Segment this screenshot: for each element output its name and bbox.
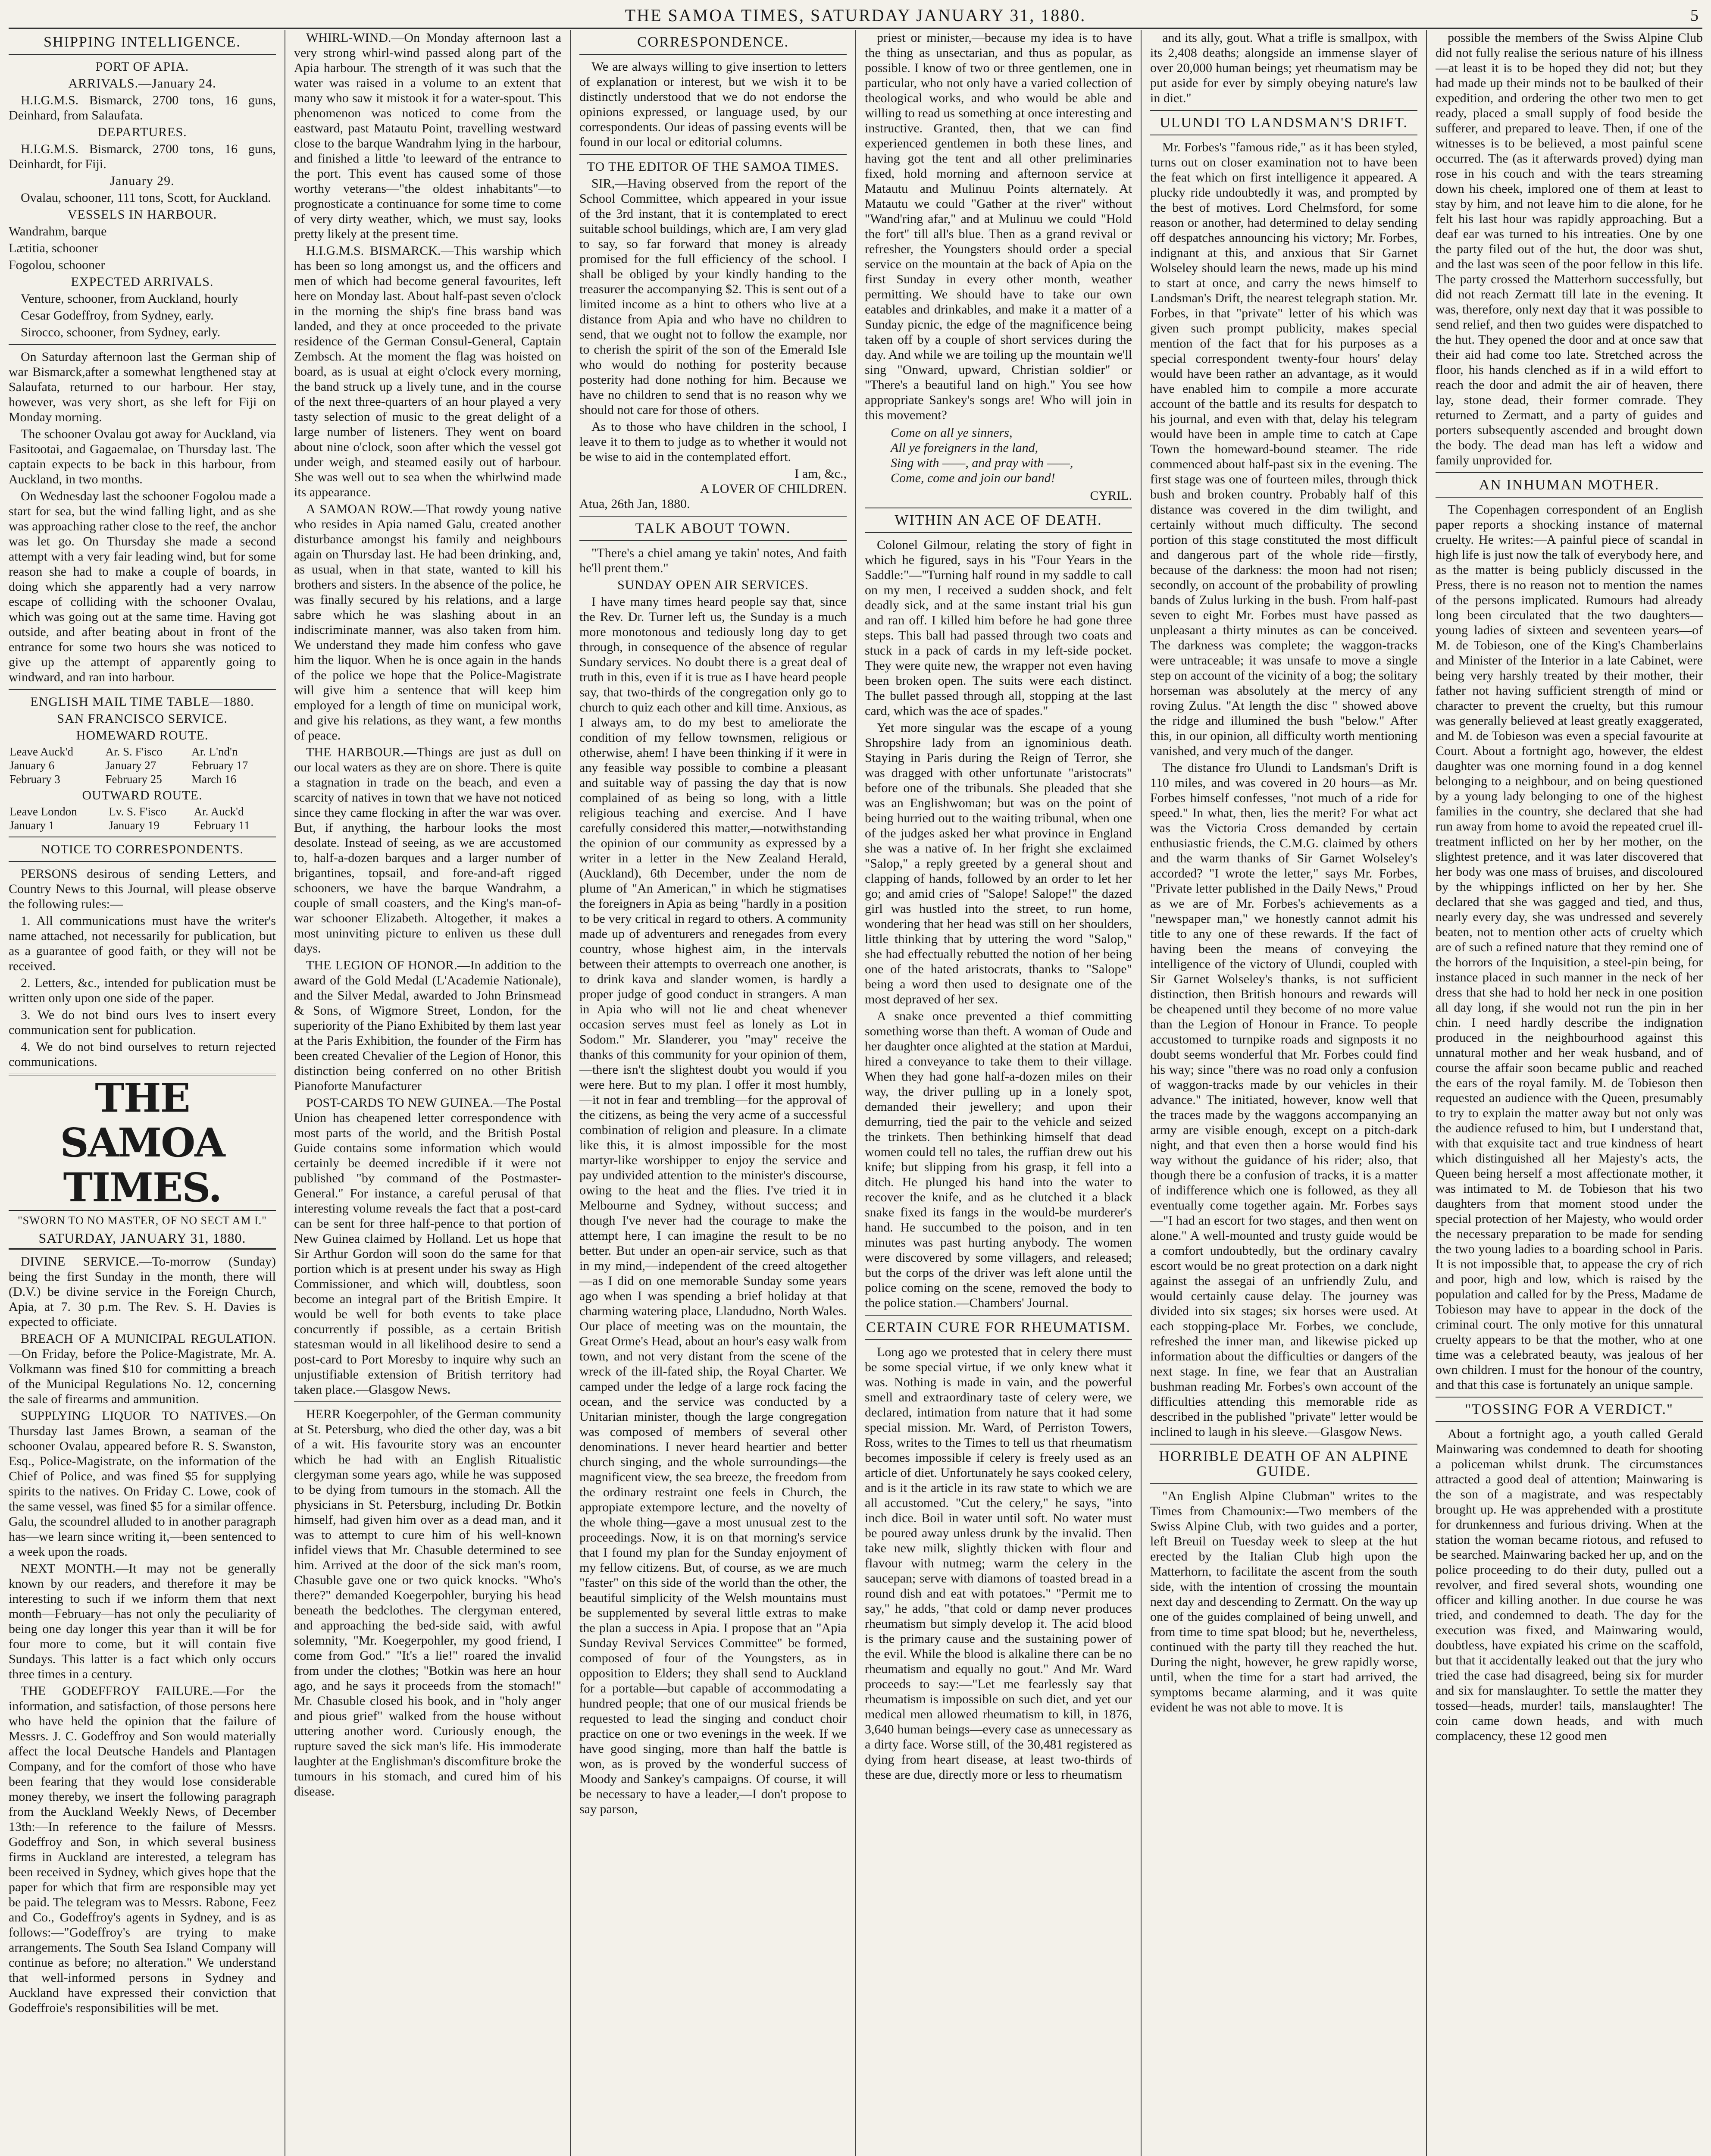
paragraph: The Copenhagen correspondent of an English paper reports a shocking instance of maternal cruelty. He writes:—A painful piece of scandal in high life is just now the talk of everybody here, and as the matter is being publicly discussed in the Press, there is no reason not to mention the names of the persons implicated. Rumours had already long been circulated that the two daughters—young ladies of sixteen and seventeen years—of M. de Tobieson, one of the King's Chamberlains and Minister of the Interior in a late Cabinet, were being very harshly treated by their mother, their father not having sufficient strength of mind or character to prevent the cruelty, but this rumour was generally believed at least greatly exaggerated, and M. de Tobieson was even a special favourite at Court. About a fortnight ago, however, the eldest daughter was one morning found in a dog kennel belonging to a neighbour, and on being questioned by a young lady belonging to one of the highest families in the country, she declared that she had run away from home to avoid the repeated cruel ill-treatment inflicted on her by her mother, on the slightest pretence, and it was later discovered that her body was one mass of bruises, and discoloured by the whippings inflicted on her by her. She declared that she was gagged and tied, and thus, nearly every day, she was undressed and severely beaten, not to mention other acts of cruelty which are of such a refined nature that they remind one of the horrors of the Inquisition, a steel-pin being, for instance placed in such manner in the neck of her dress that she had to hold her neck in one position all day long, if she would not run the pin in her chin. I need hardly describe the indignation produced in the neighbourhood against this unnatural mother and her weak husband, and of course the affair soon became public and reached the ears of the royal family. M. de Tobieson then requested an audience with the Queen, presumably to try to explain the matter away but not only was the audience refused to him, but I understand that, with that exquisite tact and true kindness of heart which distinguished all her Majesty's acts, the Queen being herself a most affectionate mother, it was intimated to M. de Tobieson that his two daughters from that moment stood under the special protection of her Majesty, who would order the necessary preparation to be made for sending the two young ladies to a boarding school in Paris. It is not impossible that, to appease the cry of rich and poor, high and low, which is raised by the population and called for by the Press, Madame de Tobieson may have to appear in the dock of the criminal court. The only motive for this unnatural cruelty appears to be that the mother, who at one time was a celebrated beauty, was jealous of her own children. I must for the honour of the country, and that this case is fortunately an unique sample. xyxy=(1436,502,1703,1392)
divider xyxy=(1150,1483,1417,1484)
divider xyxy=(1436,1397,1703,1398)
paragraph: Long ago we protested that in celery there must be some special virtue, if we only knew what it was. Nothing is made in vain, and the powerful smell and extraordinary taste of celery were, we declared, intimation from nature that it had some special mission. Mr. Ward, of Perriston Towers, Ross, writes to the Times to tell us that rheumatism becomes impossible if celery is freely used as an article of diet. Unfortunately he says cooked celery, and is it the article in its raw state to which we are all accustomed. "Cut the celery," he says, "into inch dice. Boil in water until soft. No water must be poured away unless drunk by the invalid. Then take new milk, slightly thicken with flour and flavour with nutmeg; warm the celery in the saucepan; serve with diamons of toasted bread in a round dish and eat with potatoes." "Permit me to say," he adds, "that cold or damp never produces rheumatism but simply develop it. The acid blood is the primary cause and the sustaining power of the evil. While the blood is alkaline there can be no rheumatism and equally no gout." And Mr. Ward proceeds to say:—"Let me fearlessly say that rheumatism is impossible on such diet, and yet our medical men allowed rheumatism to kill, in 1876, 3,640 human beings—every case as unnecessary as a dirty face. Worse still, of the 30,481 registered as dying from heart disease, at least two-thirds of these are due, directly more or less to rheumatism xyxy=(865,1345,1132,1782)
signature-line: A LOVER OF CHILDREN. xyxy=(700,482,847,496)
section-heading: TALK ABOUT TOWN. xyxy=(635,520,791,536)
column-rule xyxy=(1426,30,1427,2156)
divider xyxy=(579,154,847,155)
paragraph: The schooner Ovalau got away for Auckland, via Fasitootai, and Gagaemalae, on Thursday last. The captain expects to be back in this harbour, from Auckland, in two months. xyxy=(9,427,276,486)
list-line: Fogolou, schooner xyxy=(9,258,105,272)
timetable-row xyxy=(9,772,276,786)
divider xyxy=(865,1315,1132,1316)
verse xyxy=(891,425,1132,486)
timetable-cell: January 1 xyxy=(9,819,55,832)
paragraph: SUPPLYING LIQUOR TO NATIVES.—On Thursday last James Brown, a seaman of the schooner Ovalau, appeared before R. S. Swanston, Esq., Police-Magistrate, on the information of the Chief of Police, and was fined $5 for supplying spirits to the natives. On Friday C. Lowe, cook of the same vessel, was fined $5 for a similar offence. Galu, the scoundrel alluded to in another paragraph has—we learn since writing it,—been sentenced to a week upon the roads. xyxy=(9,1409,276,1559)
timetable-cell: Leave Auck'd xyxy=(9,745,74,758)
paragraph: Colonel Gilmour, relating the story of fight in which he figured, says in his "Four Years in the Saddle:"—"Turning half round in my saddle to call on my men, I received a sudden shock, and felt deadly sick, and at the same instant trial his gun and ran off. I killed him before he had gone three steps. This ball had passed through two coats and stuck in a pack of cards in my left-side pocket. They were quite new, the wrapper not even having been broken open. The suits were each distinct. The bullet passed through all, stopping at the last card, which was the ace of spades." xyxy=(865,538,1132,718)
divider xyxy=(579,54,847,55)
divider xyxy=(865,1339,1132,1340)
timetable-cell: Leave London xyxy=(9,805,77,818)
subheading: VESSELS IN HARBOUR. xyxy=(67,207,217,222)
paragraph: A snake once prevented a thief committing something worse than theft. A woman of Oude and her daughter once alighted at the station at Mardui, hired a conveyance to take them to their village. When they had gone half-a-dozen miles on their way, the driver pulling up in a lonely spot, demanded their jewellery; and upon their demurring, tied the pair to the vehicle and seized the trinkets. Then bethinking himself that dead women could tell no tales, the ruffian drew out his knife; but slipping from his grasp, it fell into a ditch. He plunged his hand into the water to recover the knife, and as he clutched it a black snake fixed its fangs in the would-be murderer's hand. He succumbed to the poison, and in ten minutes was past hurting anybody. The women were discovered by some villagers, and released; but the corps of the driver was left alone until the police coming on the scene, removed the body to the police station.—Chambers' Journal. xyxy=(865,1009,1132,1310)
paragraph: 1. All communications must have the writer's name attached, not necessarily for publication, but as a guarantee of good faith, or they will not be received. xyxy=(9,914,276,973)
divider xyxy=(294,1401,561,1402)
paragraph: THE LEGION OF HONOR.—In addition to the award of the Gold Medal (L'Academie Nationale), and the Silver Medal, awarded to John Brinsmead & Sons, of Wigmore Street, London, for the superiority of the Piano Exhibited by them last year at the Paris Exhibition, the founder of the Firm has been created Chevalier of the Legion of Honor, this distinction being conferred on no other British Pianoforte Manufacturer xyxy=(294,958,561,1093)
divider xyxy=(9,861,276,862)
divider xyxy=(1436,472,1703,473)
timetable-cell: Lv. S. F'isco xyxy=(109,805,166,818)
paragraph: priest or minister,—because my idea is to have the thing as unsectarian, and thus as popular, as possible. I know of two or three gentlemen, one in particular, who not only have a varied collection of theological works, and who would be able and willing to read us something at once interesting and instructive. Granted, then, that we can find experienced gentlemen in both these lines, and having got the tent and all other preliminaries fixed, hold morning and afternoon service at Matautu and Mulinuu Points alternately. At Matautu we could "Gather at the river" without "Wand'ring afar," and at Mulinuu we could "Hold the fort" till all's blue. Then as a grand revival or refresher, the Youngsters should order a special service on the mountain at the back of Apia on the first Sunday in every other month, weather permitting. We should have to take our own eatables and drinkables, and make it a matter of a Sunday picnic, the edge of the magnificence being taken off by a couple of short services during the day. And while we are toiling up the mountain we'll sing "Onward, upward, Christian soldier" or "There's a beautiful land on high." You see how appropriate Sankey's songs are! Who will join in this movement? xyxy=(865,31,1132,422)
divider xyxy=(1150,110,1417,111)
subheading: SAN FRANCISCO SERVICE. xyxy=(57,711,228,726)
paragraph: Cesar Godeffroy, from Sydney, early. xyxy=(21,308,214,323)
page-number: 5 xyxy=(1690,6,1700,25)
column-6 xyxy=(1436,30,1703,2156)
paragraph: As to those who have children in the school, I leave it to them to judge as to whether it would not be wise to aid in the contemplated effort. xyxy=(579,420,847,464)
timetable-cell: January 6 xyxy=(9,759,55,772)
subheading: TO THE EDITOR OF THE SAMOA TIMES. xyxy=(587,160,839,174)
subheading: HOMEWARD ROUTE. xyxy=(76,728,209,743)
signature-line: CYRIL. xyxy=(1090,489,1132,503)
paragraph: PERSONS desirous of sending Letters, and Country News to this Journal, will please observe the following rules:— xyxy=(9,867,276,911)
divider xyxy=(865,532,1132,533)
paragraph: BREACH OF A MUNICIPAL REGULATION. —On Friday, before the Police-Magistrate, Mr. A. Volkmann was fined $10 for committing a breach of the Municipal Regulations No. 12, concerning the sale of firearms and ammunition. xyxy=(9,1332,276,1406)
section-heading: ULUNDI TO LANDSMAN'S DRIFT. xyxy=(1160,115,1408,131)
verse-line: Come on all ye sinners, xyxy=(891,426,1013,440)
paragraph: A SAMOAN ROW.—That rowdy young native who resides in Apia named Galu, created another disturbance amongst his family and neighbours again on Thursday last. He had been drinking, and, as usual, when in that state, wanted to kill his brothers and sisters. In the absence of the police, he was finally secured by his relations, and a large sabre which he was slashing about in an indiscriminate manner, was also taken from him. We understand they made him confess who gave him the liquor. When he is once again in the hands of the police we hope that the Police-Magistrate will give him a sentence that will keep him employed for a length of time on municipal work, and give his relations, as they want, a few months of peace. xyxy=(294,502,561,743)
paragraph: THE GODEFFROY FAILURE.—For the information, and satisfaction, of those persons here who have held the opinion that the failure of Messrs. J. C. Godeffroy and Son would materially affect the local Deutsche Handels and Plantagen Company, and for the comfort of those who have been fearing that they would lose considerable money thereby, we insert the following paragraph from the Auckland Weekly News, of December 13th:—In reference to the failure of Messrs. Godeffroy and Son, in which several business firms in Auckland are interested, a telegram has been received in Sydney, which gives hope that the paper for which that firm are responsible may yet be paid. The telegram was to Messrs. Rabone, Feez and Co., Godeffroy's agents in Sydney, and is as follows:—"Godeffroy's are trying to make arrangements. The South Sea Island Company will continue as before; no alteration." We understand that well-informed persons in Sydney and Auckland have expressed their conviction that Godeffroie's responsibilities will be met. xyxy=(9,1684,276,2015)
paragraph: "An English Alpine Clubman" writes to the Times from Chamounix:—Two members of the Swiss Alpine Club, with two guides and a porter, left Breuil on Tuesday week to sleep at the hut erected by the Italian Club high upon the Matterhorn, to facilitate the ascent from the south side, with the intention of crossing the mountain next day and descending to Zermatt. On the way up one of the guides complained of being unwell, and from time to time spat blood; but he, nevertheless, continued with the party till they reached the hut. During the night, however, he grew rapidly worse, until, when the time for a start had arrived, the symptoms became alarming, and it was quite evident he was not able to move. It is xyxy=(1150,1489,1417,1714)
divider xyxy=(1436,1421,1703,1422)
paragraph: "There's a chiel amang ye takin' notes, And faith he'll prent them." xyxy=(579,546,847,575)
paragraph: About a fortnight ago, a youth called Gerald Mainwaring was condemned to death for shooting a policeman whilst drunk. The circumstances attracted a good deal of attention; Mainwaring is the son of a magistrate, and was respectably brought up. He was apprehended with a prostitute for drunkenness and furious driving. When at the station the woman became riotous, and refused to be searched. Mainwaring backed her up, and on the police proceeding to do their duty, pulled out a revolver, and fired several shots, wounding one officer and killing another. In due course he was tried, and condemned to death. The day for the execution was fixed, and Mainwaring would, doubtless, have expiated his crime on the scaffold, but that it accidentally leaked out that the jury who tried the case had disagreed, being six for murder and six for manslaughter. To settle the matter they tossed—heads, murder! tails, manslaughter! The coin came down heads, and with much complacency, these 12 good men xyxy=(1436,1427,1703,1743)
column-5 xyxy=(1150,30,1417,2156)
timetable-row xyxy=(9,805,276,818)
paragraph: 2. Letters, &c., intended for publication must be written only upon one side of the paper. xyxy=(9,976,276,1005)
signature-line: I am, &c., xyxy=(795,467,847,481)
masthead-title: THE SAMOA TIMES. xyxy=(9,1074,276,1211)
paragraph: On Saturday afternoon last the German ship of war Bismarck,after a somewhat lengthened stay at Salaufata, returned to our harbour. Her stay, however, was very short, as she left for Fiji on Monday morning. xyxy=(9,350,276,424)
paragraph: DIVINE SERVICE.—To-morrow (Sunday) being the first Sunday in the month, there will (D.V.) be divine service in the Foreign Church, Apia, at 7. 30 p.m. The Rev. S. H. Davies is expected to officiate. xyxy=(9,1254,276,1329)
divider xyxy=(9,344,276,345)
mail-timetable xyxy=(9,805,276,832)
running-head-text: THE SAMOA TIMES, SATURDAY JANUARY 31, 1880. xyxy=(625,6,1086,25)
timetable-cell: February 25 xyxy=(105,773,162,786)
paragraph: Ovalau, schooner, 111 tons, Scott, for Auckland. xyxy=(21,191,271,205)
column-3 xyxy=(579,30,847,2156)
paragraph: Yet more singular was the escape of a young Shropshire lady from an ignominious death. Staying in Paris during the Reign of Terror, she was dragged with other unfortunate "aristocrats" before one of the tribunals. She pleaded that she was an Englishwoman; but was on the point of being hurried out to the waiting tribunal, when one of the judges asked her what province in England she was a native of. In her fright she exclaimed "Salop," a reply greeted by a general shout and clapping of hands, followed by an order to let her go; and amid cries of "Salope! Salope!" the dazed girl was hustled into the street, to run home, wondering that her head was still on her shoulders, little thinking that by uttering the word "Salop," she had effectually rebutted the notion of her being one of the hated aristocrats, thanks to "Salope" being a word then used to designate one of the most depraved of her sex. xyxy=(865,721,1132,1006)
paragraph: H.I.G.M.S. Bismarck, 2700 tons, 16 guns, Deinhardt, for Fiji. xyxy=(9,142,276,171)
column-4 xyxy=(865,30,1132,2156)
section-heading: CERTAIN CURE FOR RHEUMATISM. xyxy=(866,1319,1131,1335)
paragraph: POST-CARDS TO NEW GUINEA.—The Postal Union has cheapened letter correspondence with most parts of the world, and the British Postal Guide contains some information which would certainly be deemed incredible if it were not published "by command of the Postmaster-General." For instance, a careful perusal of that interesting volume reveals the fact that a post-card can be sent for three half-pence to that portion of New Guinea claimed by Holland. Let us hope that Sir Arthur Gordon will soon do the same for that portion which is at present under his sway as High Commissioner, and which will, doubtless, soon become an integral part of the British Empire. It would be well for both events to take place concurrently if possible, as a certain British statesman would in all likelihood desire to send a post-card to Port Moresby to inquire why such an unjustifiable extension of British territory had taken place.—Glasgow News. xyxy=(294,1096,561,1397)
paragraph: On Wednesday last the schooner Fogolou made a start for sea, but the wind falling light, and as she was approaching rather close to the reef, the anchor was let go. On Thursday she made a second attempt with a very fair leading wind, but for some reason she had to make a couple of boards, in doing which she apparently had a very narrow escape of colliding with the schooner Ovalau, which was going out at the same time. Having got outside, and after beating about in front of the entrance for some two hours she was noticed to give up the attempt of apparently going to windward, and ran into harbour. xyxy=(9,489,276,684)
timetable-cell: February 11 xyxy=(194,819,250,832)
paragraph: H.I.G.M.S. BISMARCK.—This warship which has been so long amongst us, and the officers and men of which had become general favourites, left here on Monday last. About half-past seven o'clock in the morning the ship's fine brass band was landed, and they at once proceeded to the private residence of the German Consul-General, Captain Zembsch. At the moment the flag was hoisted on board, as is usual at eight o'clock every morning, the band struck up a lively tune, and in the course of the next three-quarters of an hour played a very tasty selection of music to the great delight of a large number of listeners. They went on board about nine o'clock, soon after which the vessel got under weigh, and steamed easily out of harbour. She was well out to sea when the whirlwind made its appearance. xyxy=(294,244,561,499)
subheading: PORT OF APIA. xyxy=(95,60,189,74)
subheading: ARRIVALS.—January 24. xyxy=(68,76,216,91)
masthead-date: SATURDAY, JANUARY 31, 1880. xyxy=(9,1231,276,1250)
timetable-cell: February 3 xyxy=(9,773,60,786)
paragraph: and its ally, gout. What a trifle is smallpox, with its 2,408 deaths; alongside an immense slayer of over 20,000 human beings; yet rheumatism may be put aside for ever by simply obeying nature's law in diet." xyxy=(1150,31,1417,105)
subheading: NOTICE TO CORRESPONDENTS. xyxy=(41,842,244,856)
timetable-row xyxy=(9,745,276,758)
paragraph: We are always willing to give insertion to letters of explanation or interest, but we wish it to be distinctly understood that we do not endorse the opinions expressed, or language used, by our correspondents. Our ideas of passing events will be found in our local or editorial columns. xyxy=(579,60,847,149)
paragraph: THE HARBOUR.—Things are just as dull on our local waters as they are on shore. There is quite a stagnation in trade on the beach, and even a scarcity of natives in town that we have not noticed since they came flocking in after the war was over. But, if anything, the harbour looks the most desolate. Instead of seeing, as we are accustomed to, half-a-dozen barques and a larger number of brigantines, topsail, and fore-and-aft rigged schooners, we have the barque Wandrahm, a couple of small coasters, and the King's man-of-war schooner Elizabeth. Altogether, it makes a most uninviting picture to enliven us these dull days. xyxy=(294,745,561,956)
mail-timetable xyxy=(9,745,276,786)
paragraph: Sirocco, schooner, from Sydney, early. xyxy=(21,325,221,339)
column-1 xyxy=(9,30,276,2156)
divider xyxy=(9,54,276,55)
verse-line: Sing with ——, and pray with ——, xyxy=(891,456,1073,470)
paragraph: possible the members of the Swiss Alpine Club did not fully realise the serious nature of his illness—at least it is to be hoped they did not; but they had made up their minds not to be baulked of their expedition, and ordering the other two men to get ready, placed a small supply of food beside the sufferer, and prepared to leave. Then, if one of the witnesses is to be believed, a most painful scene occurred. The (as it afterwards proved) dying man rose in his couch and with the tears streaming down his cheek, implored one of them at least to stay by him, and not leave him to die alone, for he felt his last hour was rapidly approaching. But a deaf ear was turned to his intreaties. One by one the party filed out of the hut, the door was shut, and the last was seen of the poor fellow in this life. The party crossed the Matterhorn successfully, but did not reach Zermatt till late in the evening. It was, therefore, only next day that it was possible to send relief, and then two guides were dispatched to the hut. They opened the door and at once saw that their aid had come too late. Stretched across the floor, his hands clenched as if in a wild effort to reach the door and admit the air of heaven, there lay, stone dead, their former comrade. They returned to Zermatt, and a party of guides and porters subsequently ascended and brought down the body. The dead man has left a widow and family unprovided for. xyxy=(1436,31,1703,467)
section-heading: SHIPPING INTELLIGENCE. xyxy=(44,34,241,50)
masthead-motto: "SWORN TO NO MASTER, OF NO SECT AM I." xyxy=(18,1214,267,1227)
list-line: Atua, 26th Jan, 1880. xyxy=(579,497,690,511)
list-line: Lætitia, schooner xyxy=(9,241,99,255)
subheading: DEPARTURES. xyxy=(97,125,187,139)
paragraph: 3. We do not bind ours lves to insert every communication sent for publication. xyxy=(9,1008,276,1037)
list-line: Wandrahm, barque xyxy=(9,224,107,238)
section-heading: AN INHUMAN MOTHER. xyxy=(1479,477,1660,493)
section-heading: "TOSSING FOR A VERDICT." xyxy=(1465,1401,1673,1417)
timetable-cell: February 17 xyxy=(191,759,248,772)
paragraph: WHIRL-WIND.—On Monday afternoon last a very strong whirl-wind passed along part of the Apia harbour. The strength of it was such that the water was raised in a volume to an extent that many who saw it mistook it for a water-spout. This phenomenon was noticed to come from the eastward, past Matautu Point, travelling westward close to the barque Wandrahm lying in the harbour, and finished a little 'to leeward of the entrance to the port. This event has caused some of those worthy veterans—"the oldest inhabitants"—to prognosticate a continuance for some time to come of very dirty weather, which, we must say, looks pretty likely at the present time. xyxy=(294,31,561,241)
paragraph: The distance fro Ulundi to Landsman's Drift is 110 miles, and was covered in 20 hours—as Mr. Forbes himself confesses, "not much of a ride for speed." In what, then, lies the merit? For what act was the Victoria Cross demanded by certain enthusiastic friends, the C.M.G. claimed by others and the warm thanks of Sir Garnet Wolseley's accorded? "I wrote the letter," says Mr. Forbes, "Private letter published in the Daily News," Proud as we are of Mr. Forbes's achievements as a "newspaper man," we honestly cannot admit his title to any one of these rewards. If the fact of having been the means of conveying the intelligence of the victory of Ulundi, coupled with Sir Garnet Wolseley's thanks, is not sufficient distinction, then British honours and rewards will be cheapened until they become of no more value than the Legion of Honour in France. To people accustomed to turnpike roads and signposts it no doubt seems wonderful that Mr. Forbes could find his way; since "there was no road only a confusion of waggon-tracks made by our vehicles in their advance." The initiated, however, know well that the traces made by the waggons accompanying an army are visible enough, except on a pitch-dark night, and that even then a horse would find his way without the guidance of his rider; also, that though there be a confusion of tracks, it is a matter of indifference which one is followed, as they all eventually come together again. Mr. Forbes says—"I had an escort for two stages, and then went on alone." A well-mounted and trusty guide would be a comfort undoubtedly, but the ordinary cavalry escort would be no great protection on a dark night against the assegai of an unfriendly Zulu, and would certainly cause delay. The journey was divided into six stages; six horses were used. At each stopping-place Mr. Forbes, we conclude, refreshed the inner man, and likewise picked up information about the difficulties or dangers of the next stage. In fine, we fear that an Australian bushman reading Mr. Forbes's own account of the difficulties attending this memorable ride as described in the published "private" letter would be inclined to laugh in his sleeve.—Glasgow News. xyxy=(1150,761,1417,1439)
verse-line: All ye foreigners in the land, xyxy=(891,441,1038,455)
paragraph: Venture, schooner, from Auckland, hourly xyxy=(21,291,238,306)
timetable-row xyxy=(9,758,276,772)
timetable-cell: January 27 xyxy=(105,759,156,772)
timetable-cell: January 19 xyxy=(109,819,160,832)
timetable-cell: March 16 xyxy=(191,773,237,786)
section-heading: WITHIN AN ACE OF DEATH. xyxy=(895,512,1102,528)
divider xyxy=(9,689,276,690)
column-rule xyxy=(855,30,856,2156)
running-head xyxy=(9,3,1702,29)
timetable-cell: Ar. S. F'isco xyxy=(105,745,163,758)
divider xyxy=(1150,1444,1417,1445)
paragraph: NEXT MONTH.—It may not be generally known by our readers, and therefore it may be interesting to such if we inform them that next month—February—has not only the peculiarity of being one day longer this year than it will be for four more to come, but it will contain five Sundays. This latter is a fact which only occurs three times in a century. xyxy=(9,1561,276,1681)
subheading: SUNDAY OPEN AIR SERVICES. xyxy=(617,578,809,592)
subheading: EXPECTED ARRIVALS. xyxy=(71,275,214,289)
subheading: January 29. xyxy=(110,174,175,188)
divider xyxy=(1436,497,1703,498)
paragraph: I have many times heard people say that, since the Rev. Dr. Turner left us, the Sunday is a much more monotonous and tediously long day to get through, in consequence of the absence of regular Sundary services. No doubt there is a great deal of truth in this, even if it is true as I have heard people say, that two-thirds of the congregation only go to church to quiz each other and kill time. Anxious, as I always am, to do my best to ameliorate the condition of my fellow townsmen, religious or otherwise, ahem! I have been thinking if it were in any feasible way possible to combine a pleasant and suitable way of passing the day that is now complained of as being so long, with a little religious teaching and exercise. And I have carefully considered this matter,—notwithstanding the opinion of our community as expressed by a writer in a letter in the New Zealand Herald, (Auckland), 6th December, under the nom de plume of "An American," in which he stigmatises the foreigners in Apia as being "hardly in a position to be very critical in regard to others. A community made up of adventurers and renegades from every country, whose highest aim, in the intervals between their attempts to overreach one another, is to drink kava and slander women, is hardly a proper judge of good conduct in strangers. A man in Apia who will not lie and cheat whenever occasion serves must feel as lonely as Lot in Sodom." Mr. Slanderer, you "may" receive the thanks of this community for your opinion of them,—there isn't the slightest doubt you would if you were here. But to my plan. I offer it most humbly,—it not in fear and trembling—for the approval of the citizens, as being the very acme of a successful combination of religion and pleasure. In a climate like this, it is almost impossible for the most martyr-like worshipper to enjoy the service and pay undivided attention to the minister's discourse, owing to the heat and the flies. I've tried it in Melbourne and Sydney, without success; and though I've never had the courage to make the attempt here, I can imagine the result to be no better. But under an open-air service, such as that in my mind,—independent of the creed altogether —as I did on one memorable Sunday some years ago when I was spending a brief holiday at that charming watering place, Llandudno, North Wales. Our place of meeting was on the mountain, the Great Orme's Head, about an hour's easy walk from town, and not very distant from the scene of the wreck of the ill-fated ship, the Royal Charter. We camped under the ledge of a large rock facing the ocean, and the service was conducted by a Unitarian minister, though the large congregation was composed of members of several other denominations. I never heard heartier and better church singing, and the whole surroundings—the magnificent view, the sea breeze, the freedom from the ordinary restraint one feels in Church, the appropiate extempore lecture, and the novelty of the whole thing—gave a most unusual zest to the proceedings. Now, it is on that morning's service that I found my plan for the Sunday enjoyment of my fellow citizens. But, of course, as we are much "faster" on this side of the world than the other, the beautiful simplicity of the Welsh mountains must be supplemented by several little extras to make the plan a success in Apia. I propose that an "Apia Sunday Revival Services Committee" be formed, composed of four of the Youngsters, as in opposition to Elders; they shall send to Auckland for a portable—but capable of accommodating a hundred people; that one of our musical friends be requested to lead the singing and conduct choir practice on one or two evenings in the week. If we have good singing, more than half the battle is won, as is proved by the wonderful success of Moody and Sankey's campaigns. Of course, it will be necessary to have a leader,—I don't propose to say parson, xyxy=(579,595,847,1816)
subheading: OUTWARD ROUTE. xyxy=(82,788,203,802)
verse-line: Come, come and join our band! xyxy=(891,471,1055,485)
section-heading: CORRESPONDENCE. xyxy=(637,34,789,50)
timetable-cell: Ar. L'nd'n xyxy=(191,745,238,758)
column-rule xyxy=(1141,30,1142,2156)
paragraph: HERR Koegerpohler, of the German community at St. Petersburg, who died the other day, was a bit of a wit. His favourite story was an encounter which he had with an English Ritualistic clergyman some years ago, while he was supposed to be dying from tumours in the stomach. All the physicians in St. Petersburg, including Dr. Botkin himself, had given him over as a dead man, and it was to attempt to cure him of his well-known infidel views that Mr. Chasuble determined to see him. Arrived at the door of the sick man's room, Chasuble gave one or two quick knocks. "Who's there?" demanded Koegerpohler, burying his head beneath the bedclothes. The clergyman entered, and approaching the bed-side said, with awful solemnity, "Mr. Koegerpohler, my good friend, I come from God." "It's a lie!" roared the invalid from under the clothes; "Botkin was here an hour ago, and he says it proceeds from the stomach!" Mr. Chasuble closed his book, and in "holy anger and pious grief" walked from the house without uttering another word. Curiously enough, the rupture saved the sick man's life. His immoderate laughter at the Englishman's discomfiture broke the tumours in his stomach, and cured him of his disease. xyxy=(294,1407,561,1799)
timetable-cell: Ar. Auck'd xyxy=(194,805,244,818)
paragraph: Mr. Forbes's "famous ride," as it has been styled, turns out on closer examination not to have been the feat which on first intelligence it appeared. A plucky ride undoubtedly it was, and prompted by the best of motives. Lord Chelmsford, for some reason or another, had determined to delay sending off despatches announcing his victory; Mr. Forbes, indignant at this, and anxious that Sir Garnet Wolseley should learn the news, made up his mind to start at once, and carry the news himself to Landsman's Drift, the nearest telegraph station. Mr. Forbes, in that "private" letter of his which was given such prompt publicity, makes special mention of the fact that for his purposes as a special correspondent twenty-four hours' delay would have been rather an advantage, as it would have enabled him to compile a more accurate account of the battle and its results for despatch to his journal, and even with that, delay his telegram would have been in ample time to catch at Cape Town the homeward-bound steamer. The ride commenced about half-past six in the evening. The first stage was one of fourteen miles, through thick bush and broken country. Probably half of this distance was covered in the dim twilight, and certainly without much difficulty. The second portion of this stage constituted the most difficult and dangerous part of the whole ride—firstly, because of the darkness: the moon had not risen; secondly, on account of the probability of prowling bands of Zulus lurking in the bush. From half-past seven to eight Mr. Forbes must have passed as unpleasant a thirty minutes as can be conceived. The darkness was complete; the waggon-tracks were untraceable; it was unsafe to move a single step on account of the vicinity of a bog; the solitary horseman was absolutely at the mercy of any roving Zulus. "At length the disc " showed above the ridge and illumined the bush "below." After this, in our opinion, all difficulty worth mentioning vanished, and very much of the danger. xyxy=(1150,140,1417,758)
column-rule xyxy=(570,30,571,2156)
section-heading: HORRIBLE DEATH OF AN ALPINE GUIDE. xyxy=(1159,1448,1409,1479)
paragraph: H.I.G.M.S. Bismarck, 2700 tons, 16 guns, Deinhard, from Salaufata. xyxy=(9,93,276,122)
column-2 xyxy=(294,30,561,2156)
divider xyxy=(579,516,847,517)
paragraph: SIR,—Having observed from the report of the School Committee, which appeared in your issue of the 3rd instant, that it is contemplated to erect suitable school buildings, which are, I am very glad to say, so far forward that money is already promised for the full efficiency of the school. I shall be obliged by your kindly handing to the treasurer the accompanying $2. This is sent out of a limited income as a hint to others who live at a distance from Apia and who have no children to send, that we ought not to follow the example, nor to cherish the spirit of the son of the Emerald Isle who would do nothing for posterity because posterity had done nothing for him. Because we have no children to send that is no reason why we should not care for those of others. xyxy=(579,176,847,417)
subheading: ENGLISH MAIL TIME TABLE—1880. xyxy=(30,695,254,709)
timetable-row xyxy=(9,818,276,832)
paragraph: 4. We do not bind ourselves to return rejected communications. xyxy=(9,1040,276,1069)
divider xyxy=(579,540,847,541)
